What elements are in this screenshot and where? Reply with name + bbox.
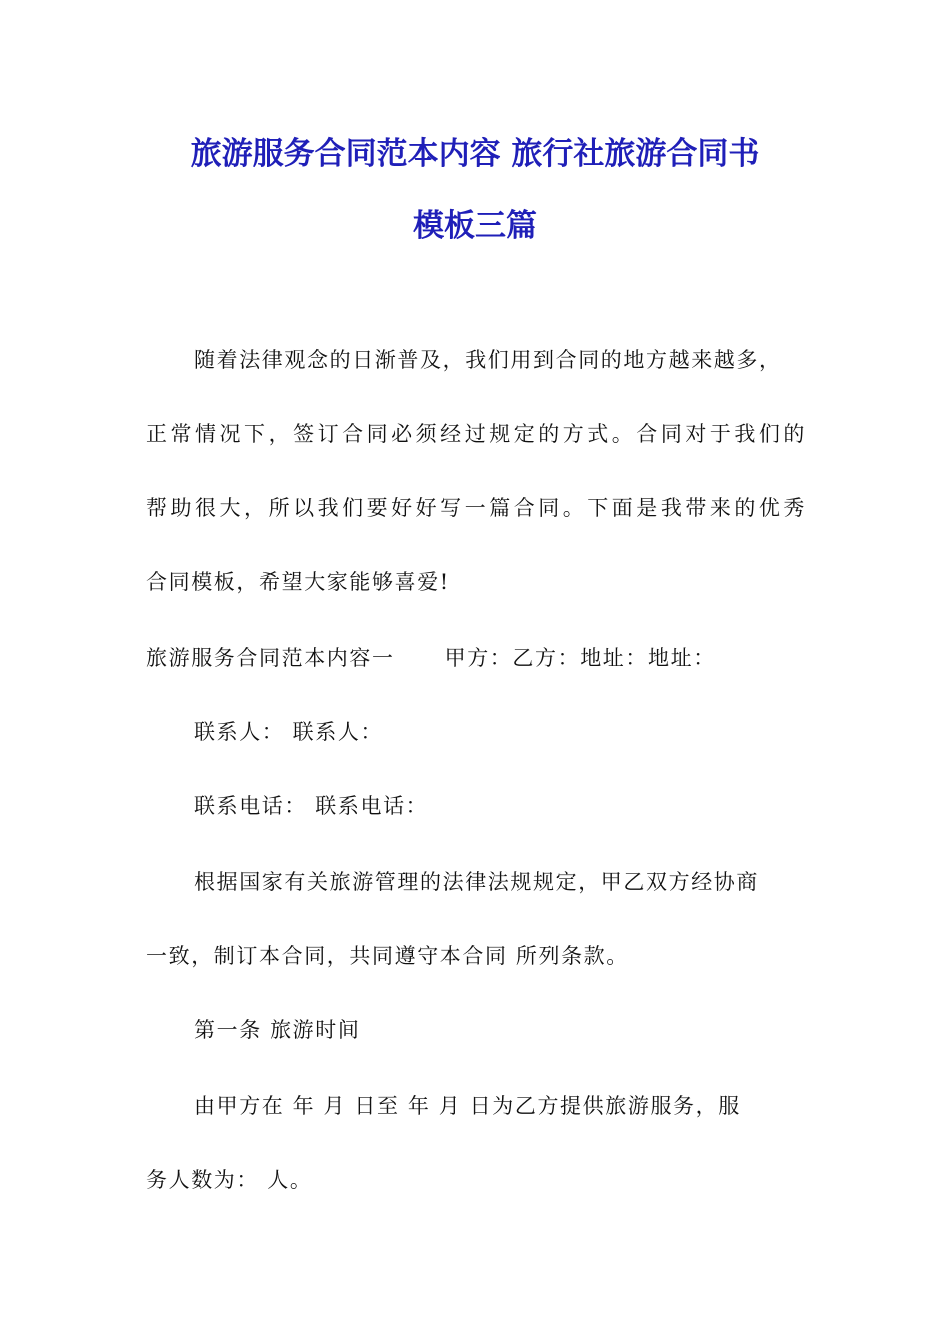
contact-person-line: 联系人： 联系人： (194, 720, 384, 744)
article-1-title: 第一条 旅游时间 (194, 1018, 361, 1042)
section-heading: 旅游服务合同范本内容一 (146, 646, 395, 670)
intro-line-3: 帮助很大，所以我们要好好写一篇合同。下面是我带来的优秀 (146, 496, 806, 520)
document-title-line-1: 旅游服务合同范本内容 旅行社旅游合同书 (190, 136, 760, 172)
intro-line-4: 合同模板，希望大家能够喜爱! (146, 570, 450, 594)
section-heading-row (146, 643, 806, 673)
article-1-line-1: 由甲方在 年 月 日至 年 月 日为乙方提供旅游服务，服 (194, 1094, 741, 1118)
article-1-line-2: 务人数为： 人。 (146, 1168, 313, 1192)
parties-line: 甲方：乙方：地址：地址： (444, 646, 716, 670)
contact-phone-line: 联系电话： 联系电话： (194, 794, 429, 818)
document-title-line-2: 模板三篇 (413, 208, 537, 244)
intro-line-1: 随着法律观念的日渐普及，我们用到合同的地方越来越多， (194, 348, 782, 372)
intro-line-2: 正常情况下，签订合同必须经过规定的方式。合同对于我们的 (146, 422, 806, 446)
basis-line-2: 一致，制订本合同，共同遵守本合同 所列条款。 (146, 944, 629, 968)
basis-line-1: 根据国家有关旅游管理的法律法规规定，甲乙双方经协商 (194, 870, 759, 894)
